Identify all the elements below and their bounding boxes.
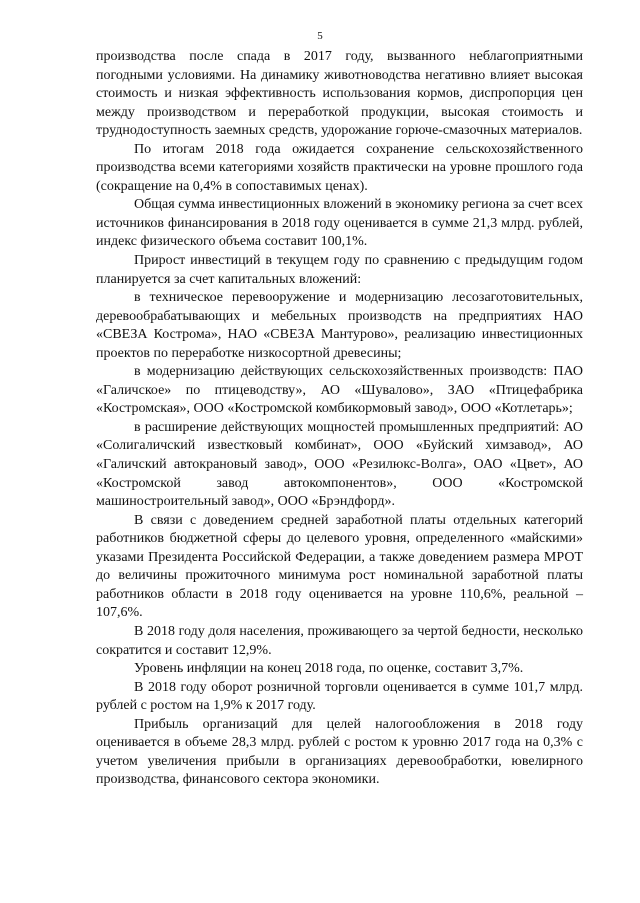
page-number: 5: [317, 30, 323, 42]
paragraph: В связи с доведением средней заработной платы отдельных категорий работников бюджетной сферы до целевого уровня, определенного «майскими» указами Президента Российской Федерации, а также доведением размера МРОТ до величины прожиточного минимума рост номинальной заработной платы работников области в 2018 году оценивается на уровне 110,6%, реальной – 107,6%.: [96, 512, 583, 621]
paragraph: В 2018 году оборот розничной торговли оценивается в сумме 101,7 млрд. рублей с ростом на 1,9% к 2017 году.: [96, 679, 583, 714]
list-item: в расширение действующих мощностей промышленных предприятий: АО «Солигаличский известковый комбинат», ООО «Буйский химзавод», АО «Галичский автокрановый завод», ООО «Резилюкс-Волга», ОАО «Цвет», АО «Костромской завод автокомпонентов», ООО «Костромской машиностроительный завод», ООО «Брэндфорд».: [96, 419, 583, 510]
paragraph: Общая сумма инвестиционных вложений в экономику региона за счет всех источников финансирования в 2018 году оценивается в сумме 21,3 млрд. рублей, индекс физического объема составит 100,1%.: [96, 197, 583, 250]
paragraph: По итогам 2018 года ожидается сохранение сельскохозяйственного производства всеми категориями хозяйств практически на уровне прошлого года (сокращение на 0,4% в сопоставимых ценах).: [96, 141, 583, 194]
paragraph: Прибыль организаций для целей налогообложения в 2018 году оценивается в объеме 28,3 млрд. рублей с ростом к уровню 2017 года на 0,3% с учетом увеличения прибыли в организациях деревообработки, ювелирного производства, финансового сектора экономики.: [96, 716, 583, 788]
document-body: [96, 48, 583, 790]
paragraph: В 2018 году доля населения, проживающего за чертой бедности, несколько сократится и составит 12,9%.: [96, 623, 583, 658]
paragraph: Прирост инвестиций в текущем году по сравнению с предыдущим годом планируется за счет капитальных вложений:: [96, 253, 583, 287]
paragraph: Уровень инфляции на конец 2018 года, по оценке, составит 3,7%.: [134, 661, 524, 677]
list-item: в модернизацию действующих сельскохозяйственных производств: ПАО «Галичское» по птицеводству», АО «Шувалово», ЗАО «Птицефабрика «Костромская», ООО «Костромской комбикормовый завод», ООО «Котлетарь»;: [96, 364, 583, 417]
paragraph: производства после спада в 2017 году, вызванного неблагоприятными погодными условиями. На динамику животноводства негативно влияет высокая стоимость и низкая эффективность использования кормов, диспропорция цен между производством и переработкой продукции, высокая стоимость и труднодоступность заемных средств, удорожание горюче-смазочных материалов.: [96, 49, 583, 139]
list-item: в техническое перевооружение и модернизацию лесозаготовительных, деревообрабатывающих и мебельных производств на предприятиях НАО «СВЕЗА Кострома», НАО «СВЕЗА Мантурово», реализацию инвестиционных проектов по переработке низкосортной древесины;: [96, 290, 583, 361]
